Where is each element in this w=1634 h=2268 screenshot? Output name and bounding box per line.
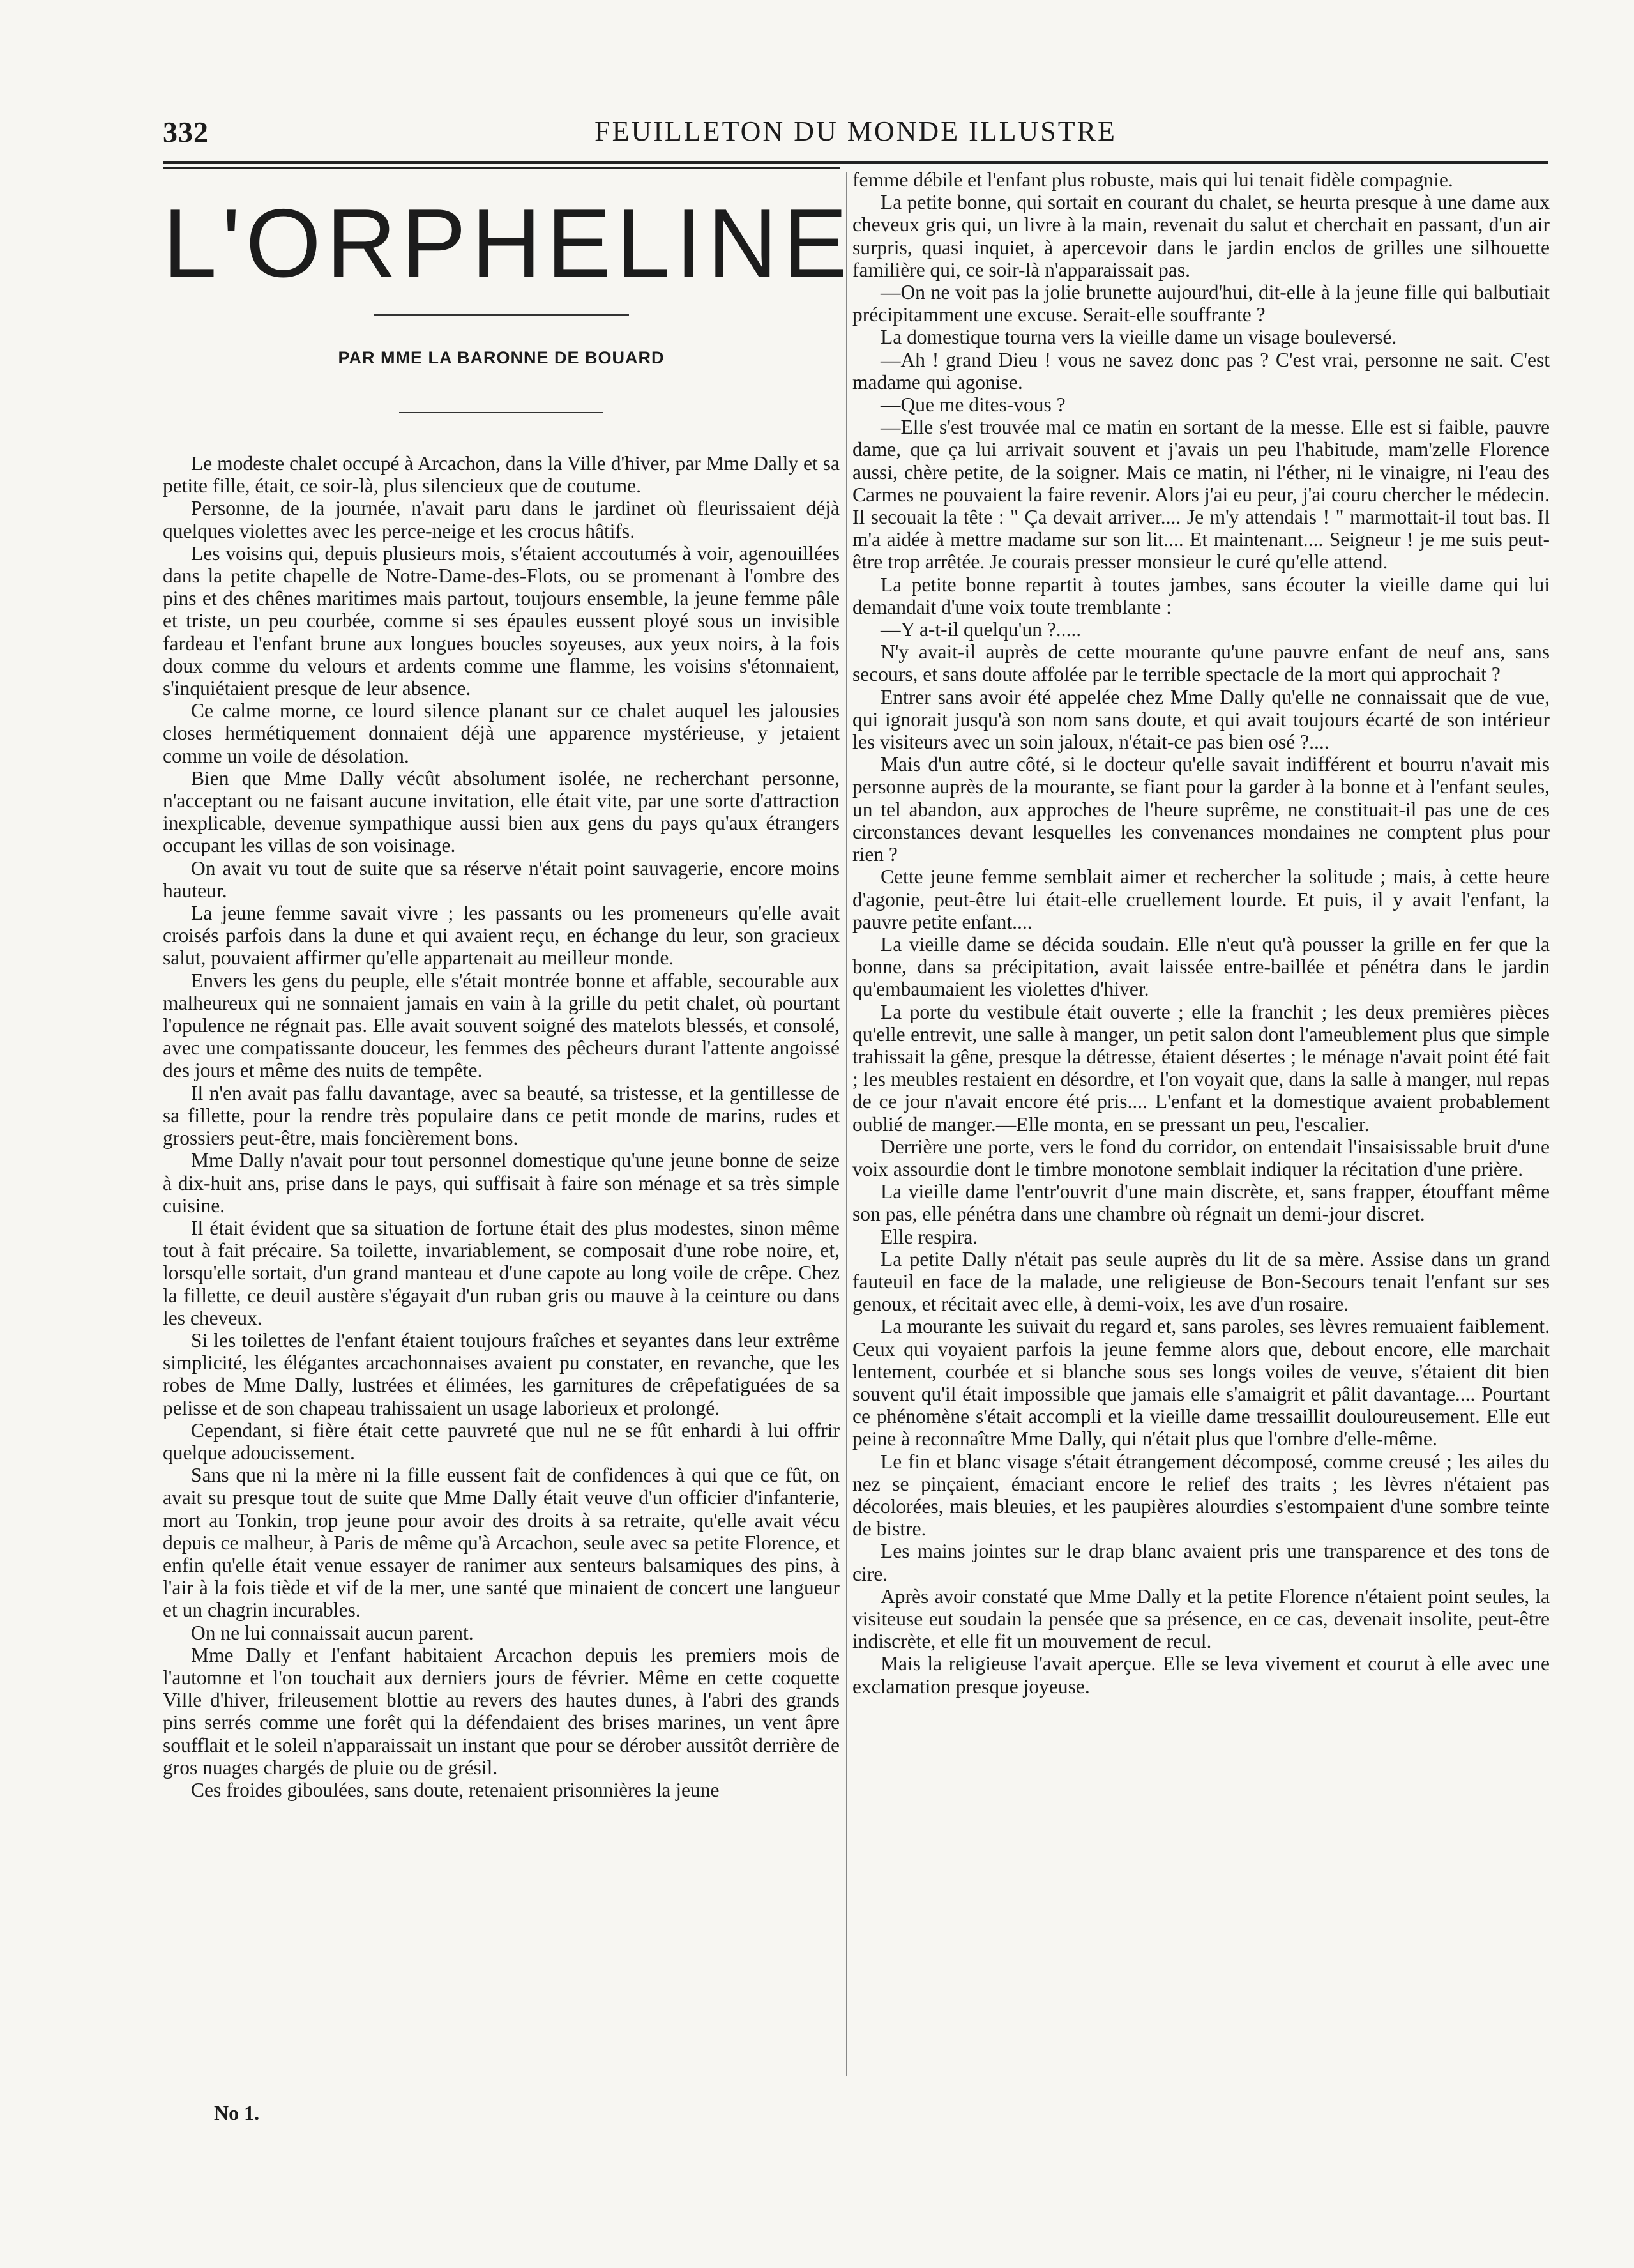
paragraph: La mourante les suivait du regard et, sans paroles, ses lèvres remuaient faiblement. Ceux qui voyaient parfois la jeune femme alors que, debout encore, elle marchait lentement, courbée et si blanche sous ses longs voiles de veuve, s'étaient dit bien souvent qu'il était impossible que jamais elle s'amaigrit et pâlit davantage.... Pourtant ce phénomène s'était accompli et la vieille dame tressaillit douloureusement. Elle eut peine à reconnaître Mme Dally, qui n'était plus que l'ombre d'elle-même.	[852, 1315, 1550, 1450]
paragraph: La jeune femme savait vivre ; les passants ou les promeneurs qu'elle avait croisés parfois dans la dune et qui avaient reçu, en échange du leur, son gracieux salut, pouvaient affirmer qu'elle appartenait au meilleur monde.	[163, 902, 840, 970]
page-number: 332	[163, 116, 209, 148]
paragraph: La domestique tourna vers la vieille dame un visage bouleversé.	[881, 326, 1397, 349]
paragraph: La porte du vestibule était ouverte ; elle la franchit ; les deux premières pièces qu'elle entrevit, une salle à manger, un petit salon dont l'ameublement plus que simple trahissait la gêne, presque la détresse, étaient désertes ; le ménage n'avait point été fait ; les meubles restaient en désordre, et l'on voyait que, dans la salle à manger, nul repas de ce jour n'avait encore été pris.... L'enfant et la domestique avaient probablement oublié de manger.—Elle monta, en se pressant un peu, l'escalier.	[852, 1000, 1550, 1136]
paragraph: —Elle s'est trouvée mal ce matin en sortant de la messe. Elle est si faible, pauvre dame, que ça lui arrivait souvent et j'avais un peu l'habitude, mam'zelle Florence aussi, chère petite, de la soigner. Mais ce matin, ni l'éther, ni le vinaigre, ni l'eau des Carmes ne pouvaient la faire revenir. Alors j'ai eu peur, j'ai couru chercher le médecin. Il secouait la tête : " Ça devait arriver.... Je m'y attendais ! " marmottait-il tout bas. Il m'a aidée à mettre madame sur son lit.... Et maintenant.... Seigneur ! je me suis peut-être trop arrêtée. Je courais presser monsieur le curé qu'elle attend.	[852, 416, 1550, 574]
paragraph: N'y avait-il auprès de cette mourante qu'une pauvre enfant de neuf ans, sans secours, et sans doute affolée par le terrible spectacle de la mort qui approchait ?	[852, 641, 1550, 686]
paragraph: Entrer sans avoir été appelée chez Mme Dally qu'elle ne connaissait que de vue, qui ignorait jusqu'à son nom sans doute, et qui avait toujours écarté de son intérieur les visiteurs avec un soin jaloux, n'était-ce pas bien osé ?....	[852, 685, 1550, 754]
paragraph: La petite bonne, qui sortait en courant du chalet, se heurta presque à une dame aux cheveux gris qui, un livre à la main, revenait du salut et cherchait en passant, d'un air surpris, quasi inquiet, à apercevoir dans le jardin enclos de grilles une silhouette familière qui, ce soir-là n'apparaissait pas.	[852, 191, 1550, 281]
paragraph: La vieille dame se décida soudain. Elle n'eut qu'à pousser la grille en fer que la bonne, dans sa précipitation, avait laissée entre-baillée et pénétra dans le jardin qu'embaumaient les violettes d'hiver.	[852, 932, 1550, 1001]
paragraph: Il était évident que sa situation de fortune était des plus modestes, sinon même tout à fait précaire. Sa toilette, invariablement, se composait d'une robe noire, et, lorsqu'elle sortait, d'un grand manteau et d'une capote au long voile de crêpe. Chez la fillette, ce deuil austère s'égayait d'un ruban gris ou mauve à la ceinture ou dans les cheveux.	[163, 1216, 840, 1329]
paragraph: Elle respira.	[881, 1225, 978, 1248]
paragraph: Mme Dally n'avait pour tout personnel domestique qu'une jeune bonne de seize à dix-huit ans, prise dans le pays, qui suffisait à faire son ménage et sa très simple cuisine.	[163, 1149, 840, 1217]
paragraph: Sans que ni la mère ni la fille eussent fait de confidences à qui que ce fût, on avait su presque tout de suite que Mme Dally était veuve d'un officier d'infanterie, mort au Tonkin, trop jeune pour avoir des droits à sa retraite, qu'elle avait vécu depuis ce malheur, à Paris de même qu'à Arcachon, seule avec sa petite Florence, et enfin qu'elle était venue essayer de ranimer aux senteurs balsamiques des pins, à l'air à la fois tiède et vif de la mer, une santé que minaient de concert une langueur et un chagrin incurables.	[163, 1464, 840, 1622]
article-byline: PAR MME LA BARONNE DE BOUARD	[338, 348, 665, 367]
paragraph: —Ah ! grand Dieu ! vous ne savez donc pas ? C'est vrai, personne ne sait. C'est madame qui agonise.	[852, 348, 1550, 393]
paragraph: On avait vu tout de suite que sa réserve n'était point sauvagerie, encore moins hauteur.	[163, 856, 840, 902]
paragraph: Envers les gens du peuple, elle s'était montrée bonne et affable, secourable aux malheureux qui ne sonnaient jamais en vain à la grille du petit chalet, où pourtant l'opulence ne régnait pas. Elle avait souvent soigné des matelots blessés, et consolé, avec une compatissante douceur, les femmes des pêcheurs durant l'attente angoissé des jours et même des nuits de tempête.	[163, 969, 840, 1082]
paragraph: La vieille dame l'entr'ouvrit d'une main discrète, et, sans frapper, étouffant même son pas, elle pénétra dans une chambre où régnait un demi-jour discret.	[852, 1180, 1550, 1226]
paragraph: Si les toilettes de l'enfant étaient toujours fraîches et seyantes dans leur extrême simplicité, les élégantes arcachonnaises avaient pu constater, en revanche, que les robes de Mme Dally, lustrées et élimées, les garnitures de crêpefatiguées de sa pelisse et de son chapeau trahissaient un usage laborieux et prolongé.	[163, 1328, 840, 1419]
page-header	[163, 115, 1548, 160]
paragraph: Bien que Mme Dally vécût absolument isolée, ne recherchant personne, n'acceptant ou ne faisant aucune invitation, elle était vite, par une sorte d'attraction inexplicable, devenue sympathique aussi bien aux gens du pays qu'aux étrangers occupant les villas de son voisinage.	[163, 766, 840, 857]
header-rule	[163, 161, 1548, 164]
paragraph: Ces froides giboulées, sans doute, retenaient prisonnières la jeune	[191, 1778, 720, 1801]
column-divider	[846, 172, 847, 2076]
byline-rule	[399, 412, 603, 413]
paragraph: Après avoir constaté que Mme Dally et la petite Florence n'étaient point seules, la visiteuse eut soudain la pensée que sa présence, en ce cas, devenait insolite, peut-être indiscrète, et elle fit un mouvement de recul.	[852, 1585, 1550, 1653]
right-column	[852, 169, 1550, 2091]
paragraph: Les voisins qui, depuis plusieurs mois, s'étaient accoutumés à voir, agenouillées dans la petite chapelle de Notre-Dame-des-Flots, ou se promenant à l'ombre des pins et des chênes maritimes mais partout, toujours ensemble, la jeune femme pâle et triste, un peu courbée, comme si ses épaules eussent ployé sous un invisible fardeau et l'enfant brune aux longues boucles soyeuses, aux yeux noirs, à la fois doux comme du velours et ardents comme une flamme, les voisins s'étonnaient, s'inquiétaient presque de leur absence.	[163, 542, 840, 700]
paragraph: La petite bonne repartit à toutes jambes, sans écouter la vieille dame qui lui demandait d'une voix toute tremblante :	[852, 573, 1550, 618]
paragraph: Les mains jointes sur le drap blanc avaient pris une transparence et des tons de cire.	[852, 1540, 1550, 1585]
paragraph: Ce calme morne, ce lourd silence planant sur ce chalet auquel les jalousies closes hermétiquement donnaient déjà une apparence mystérieuse, y jetaient comme un voile de désolation.	[163, 699, 840, 767]
paragraph: Personne, de la journée, n'avait paru dans le jardinet où fleurissaient déjà quelques violettes avec les perce-neige et les crocus hâtifs.	[163, 497, 840, 542]
paragraph: On ne lui connaissait aucun parent.	[191, 1621, 474, 1644]
article-title: L'ORPHELINE	[163, 189, 853, 298]
paragraph: La petite Dally n'était pas seule auprès du lit de sa mère. Assise dans un grand fauteuil en face de la malade, une religieuse de Bon-Secours tenait l'enfant sur ses genoux, et récitait avec elle, à demi-voix, les ave d'un rosaire.	[852, 1247, 1550, 1316]
paragraph: Cependant, si fière était cette pauvreté que nul ne se fût enhardi à lui offrir quelque adoucissement.	[163, 1419, 840, 1464]
issue-label: No 1.	[214, 2101, 260, 2124]
header-rule-secondary	[163, 167, 840, 169]
running-head: FEUILLETON DU MONDE ILLUSTRE	[594, 116, 1117, 147]
paragraph: Mais d'un autre côté, si le docteur qu'elle savait indifférent et bourru n'avait mis personne auprès de la mourante, se fiant pour la garder à la bonne et à l'enfant seules, un tel abandon, aux approches de l'heure suprême, ne constituait-il pas une de ces circonstances devant lesquelles les convenances mondaines ne comptent plus pour rien ?	[852, 753, 1550, 866]
paragraph: Derrière une porte, vers le fond du corridor, on entendait l'insaisissable bruit d'une voix assourdie dont le timbre monotone semblait indiquer la récitation d'une prière.	[852, 1135, 1550, 1180]
paragraph: Il n'en avait pas fallu davantage, avec sa beauté, sa tristesse, et la gentillesse de sa fillette, pour la rendre très populaire dans ce petit monde de marins, rudes et grossiers peut-être, mais foncièrement bons.	[163, 1081, 840, 1150]
paragraph: Le fin et blanc visage s'était étrangement décomposé, comme creusé ; les ailes du nez se pinçaient, émaciant encore le relief des traits ; les lèvres n'étaient pas décolorées, mais bleuies, et les paupières alourdies s'estompaient d'une sombre teinte de bistre.	[852, 1450, 1550, 1541]
paragraph: Cette jeune femme semblait aimer et rechercher la solitude ; mais, à cette heure d'agonie, peut-être lui était-elle cruellement lourde. Et puis, il y avait l'enfant, la pauvre petite enfant....	[852, 865, 1550, 933]
paragraph: —Que me dites-vous ?	[881, 393, 1066, 416]
left-column	[163, 452, 840, 2062]
paragraph: femme débile et l'enfant plus robuste, mais qui lui tenait fidèle compagnie.	[852, 169, 1453, 191]
paragraph: Mme Dally et l'enfant habitaient Arcachon depuis les premiers mois de l'automne et l'on touchait aux derniers jours de février. Même en cette coquette Ville d'hiver, frileusement blottie au revers des hautes dunes, à l'abri des grands pins serrés comme une forêt qui la défendaient des brises marines, un vent âpre soufflait et le soleil n'apparaissait un instant que pour se dérober aussitôt derrière de gros nuages chargés de pluie ou de grésil.	[163, 1643, 840, 1779]
paragraph: —Y a-t-il quelqu'un ?.....	[881, 618, 1082, 641]
paragraph: Le modeste chalet occupé à Arcachon, dans la Ville d'hiver, par Mme Dally et sa petite fille, était, ce soir-là, plus silencieux que de coutume.	[163, 452, 840, 498]
title-rule	[374, 314, 629, 316]
paragraph: —On ne voit pas la jolie brunette aujourd'hui, dit-elle à la jeune fille qui balbutiait précipitamment une excuse. Serait-elle souffrante ?	[852, 281, 1550, 326]
paragraph: Mais la religieuse l'avait aperçue. Elle se leva vivement et courut à elle avec une exclamation presque joyeuse.	[852, 1652, 1550, 1698]
